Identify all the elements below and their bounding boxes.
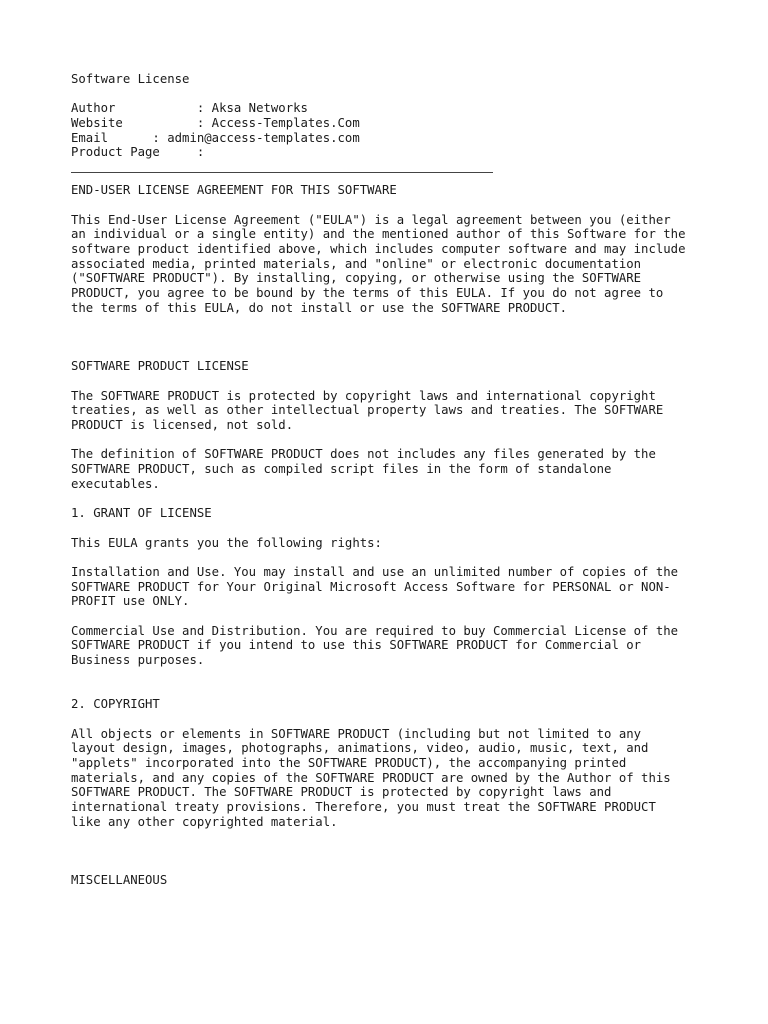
copyright-heading: 2. COPYRIGHT	[71, 697, 160, 712]
text-line: SOFTWARE PRODUCT, such as compiled script files in the form of standalone	[71, 462, 612, 477]
text-line: The SOFTWARE PRODUCT is protected by copyright laws and international copyright	[71, 388, 656, 403]
text-line: treaties, as well as other intellectual property laws and treaties. The SOFTWARE	[71, 403, 664, 418]
text-line: like any other copyrighted material.	[71, 814, 338, 829]
document-title: Software License	[71, 72, 190, 86]
product-license-paragraph-2	[71, 447, 711, 491]
text-line: SOFTWARE PRODUCT if you intend to use this SOFTWARE PRODUCT for Commercial or	[71, 638, 642, 653]
text-line: executables.	[71, 476, 160, 491]
product-page-row: Product Page :	[71, 145, 205, 160]
text-line: software product identified above, which includes computer software and may include	[71, 241, 686, 256]
text-line: PRODUCT, you agree to be bound by the terms of this EULA. If you do not agree to	[71, 285, 664, 300]
text-line: ("SOFTWARE PRODUCT"). By installing, copying, or otherwise using the SOFTWARE	[71, 271, 642, 286]
eula-heading: END-USER LICENSE AGREEMENT FOR THIS SOFTWARE	[71, 183, 397, 198]
text-line: SOFTWARE PRODUCT. The SOFTWARE PRODUCT is protected by copyright laws and	[71, 785, 612, 800]
miscellaneous-heading: MISCELLANEOUS	[71, 873, 168, 888]
author-row: Author : Aksa Networks	[71, 101, 308, 116]
text-line: layout design, images, photographs, animations, video, audio, music, text, and	[71, 741, 649, 756]
eula-paragraph	[71, 213, 711, 316]
text-line: This End-User License Agreement ("EULA") is a legal agreement between you (either	[71, 212, 671, 227]
commercial-paragraph	[71, 624, 711, 668]
grant-heading: 1. GRANT OF LICENSE	[71, 506, 212, 521]
product-license-paragraph-1	[71, 389, 711, 433]
license-document	[71, 72, 711, 888]
text-line: PRODUCT is licensed, not sold.	[71, 418, 294, 433]
website-row: Website : Access-Templates.Com	[71, 116, 360, 131]
text-line: associated media, printed materials, and "online" or electronic documentation	[71, 256, 642, 271]
text-line: SOFTWARE PRODUCT for Your Original Microsoft Access Software for PERSONAL or NON-	[71, 579, 671, 594]
text-line: The definition of SOFTWARE PRODUCT does not includes any files generated by the	[71, 447, 656, 462]
text-line: Commercial Use and Distribution. You are required to buy Commercial License of the	[71, 623, 679, 638]
text-line: materials, and any copies of the SOFTWARE PRODUCT are owned by the Author of this	[71, 770, 671, 785]
text-line: All objects or elements in SOFTWARE PRODUCT (including but not limited to any	[71, 726, 642, 741]
text-line: PROFIT use ONLY.	[71, 594, 190, 609]
text-line: international treaty provisions. Therefore, you must treat the SOFTWARE PRODUCT	[71, 799, 656, 814]
text-line: the terms of this EULA, do not install or use the SOFTWARE PRODUCT.	[71, 300, 568, 315]
text-line: Installation and Use. You may install and use an unlimited number of copies of the	[71, 564, 679, 579]
text-line: Business purposes.	[71, 653, 205, 668]
product-license-heading: SOFTWARE PRODUCT LICENSE	[71, 359, 249, 374]
email-row: Email : admin@access-templates.com	[71, 130, 360, 145]
header-divider	[71, 172, 493, 173]
copyright-paragraph	[71, 727, 711, 830]
grant-intro: This EULA grants you the following rights:	[71, 535, 382, 550]
text-line: an individual or a single entity) and the mentioned author of this Software for the	[71, 227, 686, 242]
installation-paragraph	[71, 565, 711, 609]
text-line: "applets" incorporated into the SOFTWARE PRODUCT), the accompanying printed	[71, 755, 627, 770]
